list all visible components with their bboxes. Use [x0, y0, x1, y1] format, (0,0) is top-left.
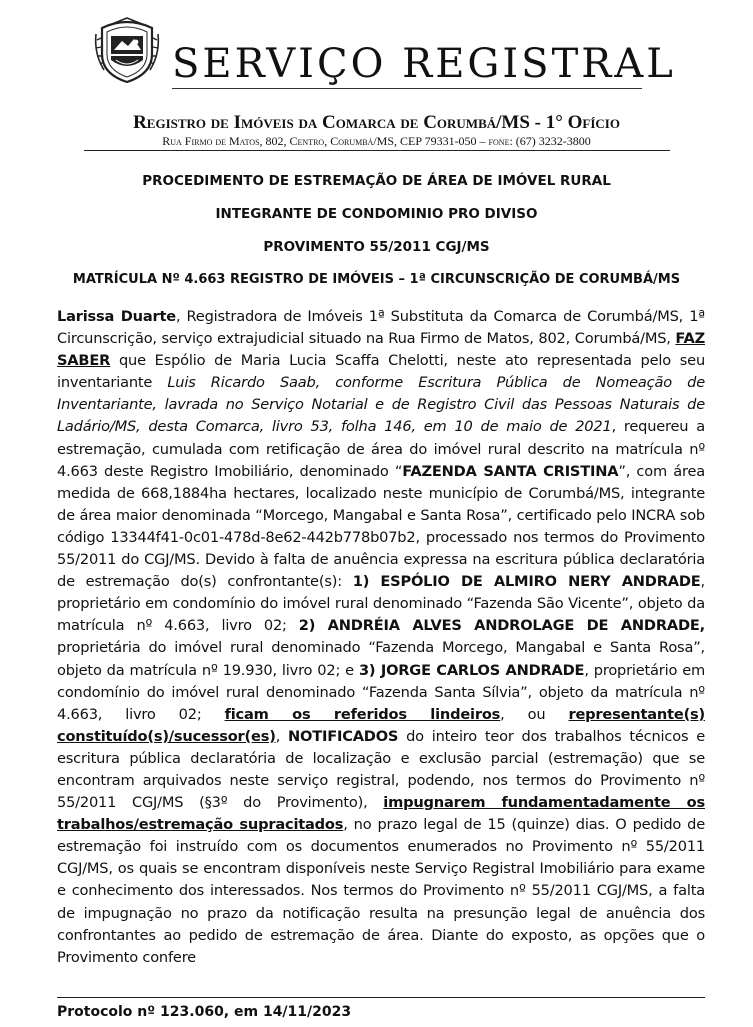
faz-saber-emphasis: FAZ SABER	[57, 330, 705, 370]
body-text-segment: proprietária do imóvel rural denominado “Fazenda Morcego, Mangabal e Santa Rosa”, objeto da matrícula nº 19.930, livro 02; e	[57, 639, 705, 679]
body-text-segment: , requereu a estremação, cumulada com retificação de área do imóvel rural descrito na matrícula nº 4.663 deste Registro Imobiliário, denominado “	[57, 418, 705, 480]
footer-divider	[57, 997, 705, 998]
brand-title: SERVIÇO REGISTRAL	[172, 41, 676, 87]
body-text-segment: ”, com área medida de 668,1884ha hectares, localizado neste município de Corumbá/MS, integrante de área maior denominada “Morcego, Mangabal e Santa Rosa”, certificado pelo INCRA sob código 13344f41-0c01-478d-8e62-442b778b07b2, processado nos termos do Provimento 55/2011 do CGJ/MS. Devido à falta de anuência expressa na escritura pública declaratória de estremação do(s) confrontante(s):	[57, 462, 705, 591]
body-text-segment: ,	[275, 727, 288, 745]
challenge-emphasis: impugnarem fundamentadamente os trabalhos/estremação supracitados	[57, 794, 705, 834]
protocol-number: Protocolo nº 123.060, em 14/11/2023	[57, 1004, 352, 1020]
body-text-segment: que Espólio de Maria Lucia Scaffa Chelotti, neste ato representada pelo seu inventariante	[57, 352, 705, 392]
notified-emphasis: NOTIFICADOS	[287, 727, 399, 745]
confrontant-3: 3) JORGE CARLOS ANDRADE	[358, 661, 585, 679]
procedure-heading: PROCEDIMENTO DE ESTREMAÇÃO DE ÁREA DE IMÓVEL RURAL	[142, 173, 611, 189]
body-text-segment: , no prazo legal de 15 (quinze) dias. O pedido de estremação foi instruído com os documentos enumerados no Provimento nº 55/2011 CGJ/MS, os quais se encontram disponíveis neste Serviço Registral Imobiliário para exame e conhecimento dos interessados. Nos termos do Provimento nº 55/2011 CGJ/MS, a falta de impugnação no prazo da notificação resulta na presunção legal de anuência dos confrontantes ao pedido de estremação de área. Diante do exposto, as opções que o Provimento confere	[57, 816, 705, 966]
body-text-segment: , Registradora de Imóveis 1ª Substituta da Comarca de Corumbá/MS, 1ª Circunscrição, serviço extrajudicial situado na Rua Firmo de Matos, 802, Corumbá/MS,	[57, 308, 705, 348]
confrontant-2: 2) ANDRÉIA ALVES ANDROLAGE DE ANDRADE,	[298, 617, 705, 635]
body-text-segment: , ou	[500, 705, 569, 723]
provision-heading: PROVIMENTO 55/2011 CGJ/MS	[263, 239, 490, 255]
registrar-name: Larissa Duarte	[57, 308, 176, 325]
property-name: FAZENDA SANTA CRISTINA	[402, 462, 619, 480]
address-divider	[84, 150, 670, 151]
registration-heading: MATRÍCULA Nº 4.663 REGISTRO DE IMÓVEIS – 1ª CIRCUNSCRIÇÃO DE CORUMBÁ/MS	[72, 272, 681, 287]
body-text-segment: , proprietário em condomínio do imóvel rural denominado “Fazenda Santa Sílvia”, objeto da matrícula nº 4.663, livro 02;	[57, 661, 705, 723]
inventory-reference: Luis Ricardo Saab, conforme Escritura Pública de Nomeação de Inventariante, lavrada no Serviço Notarial e de Registro Civil das Pessoas Naturais de Ladário/MS, desta Comarca, livro 53, folha 146, em 10 de maio de 2021	[57, 374, 705, 436]
registry-address: Rua Firmo de Matos, 802, Centro, Corumbá/MS, CEP 79331-050 – fone: (67) 3232-3800	[162, 134, 591, 148]
brand-divider	[172, 88, 642, 89]
body-text-segment: do inteiro teor dos trabalhos técnicos e escritura pública declaratória de localização e exclusão parcial (estremação) que se encontram arquivados neste serviço registral, podendo, nos termos do Provimento nº 55/2011 CGJ/MS (§3º do Provimento),	[57, 727, 705, 812]
confrontant-1: 1) ESPÓLIO DE ALMIRO NERY ANDRADE	[352, 573, 701, 591]
neighbors-emphasis: ficam os referidos lindeiros	[224, 705, 501, 723]
body-text-segment: , proprietário em condomínio do imóvel rural denominado “Fazenda São Vicente”, objeto da matrícula nº 4.663, livro 02;	[57, 573, 705, 635]
notice-body	[57, 306, 705, 969]
representatives-emphasis: representante(s) constituído(s)/sucessor(es)	[57, 705, 706, 745]
condominium-heading: INTEGRANTE DE CONDOMINIO PRO DIVISO	[215, 206, 538, 222]
registry-name: Registro de Imóveis da Comarca de Corumbá/MS - 1° Ofício	[133, 112, 620, 133]
coat-of-arms-icon	[92, 14, 162, 84]
